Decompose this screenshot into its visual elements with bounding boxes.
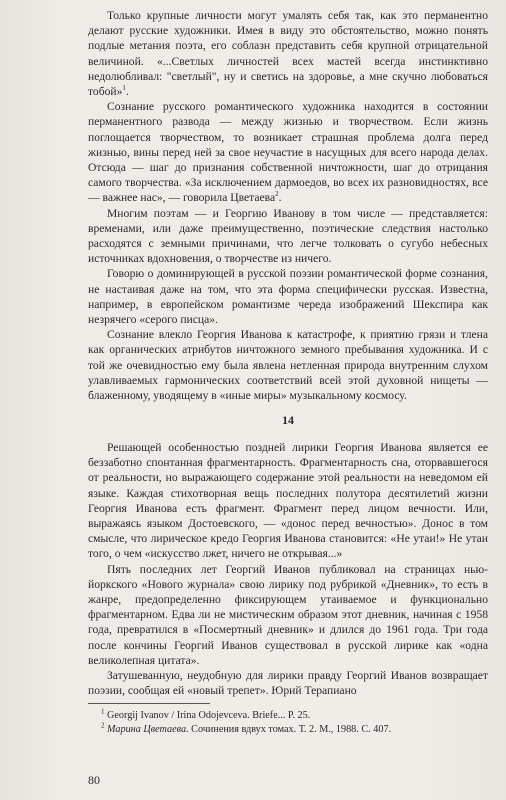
paragraph: Только крупные личности могут умалять себя так, как это перманентно делают русские художники. Имея в виду это обстоятельство, можно понять подлые метания поэта, его соблазн представить себя крупной отрицательной величиной. «...Светлых личностей всех мастей всегда инстинктивно недолюбливал: "светлый", ну и светись на здоровье, а мне скучно любоваться тобой»$^1$. [88,9,488,99]
footnote-item [88,709,488,723]
footnote-reference: 1 [122,84,126,93]
main-text-top [88,8,488,403]
footnote-divider [88,703,210,704]
paragraph: Сознание русского романтического художника находится в состоянии перманентного развода — между жизнью и творчеством. Если жизнь поглощается творчеством, то возникает страшная проблема долга перед жизнью, вины перед ней за свое неучастие в насущных для всего народа делах. Отсюда — шаг до признания собственной ничтожности, шаг до отрицания самого творчества. «За исключением дармоедов, во всех их разновидностях, все — важнее нас», — говорила Цветаева$^2$. [88,100,488,205]
paragraph-text: Сознание русского романтического художника находится в состоянии перманентного развода — между жизнью и творчеством. Если жизнь поглощается творчеством, то возникает страшная проблема долга перед жизнью, вины перед ней за свое неучастие в насущных для всего народа делах. Отсюда — шаг до признания собственной ничтожности, шаг до отрицания самого творчества. «За исключением дармоедов, во всех их разновидностях, все — важнее нас», — говорила Цветаева [88,100,488,205]
paragraph: Сознание влекло Георгия Иванова к катастрофе, к приятию грязи и тлена как органических атрибутов ничтожного земного пребывания художника. И с той же очевидностью ему была явлена нетленная природа внутренним слухом улавливаемых гармонических соответствий всей этой духовной нищеты — блаженному, уводящему в «иные миры» музыкальному космосу. [88,328,488,403]
paragraph: Многим поэтам — и Георгию Иванову в том числе — представляется: временами, или даже преимущественно, поэтические следствия настолько расходятся с земными причинами, что легче толковать о сугубо небесных источниках вдохновения, о творчестве из ничего. [88,206,488,266]
page-number: 80 [88,773,100,787]
paragraph: Решающей особенностью поздней лирики Георгия Иванова является ее беззаботно спонтанная фрагментарность. Фрагментарность сна, оторвавшегося от реальности, но выражающего содержание этой реальности на неведомом ей языке. Каждая стихотворная вещь последних полутора десятилетий жизни Георгия Иванова есть фрагмент. Фрагмент перед лицом вечности. Или, выражаясь языком Достоевского, — «донос перед вечностью». Донос в том смысле, что лирическое кредо Георгия Иванова становится: «Не утаи!» Не утаи того, о чем «искусство лжет, ничего не открывая...» [88,441,488,561]
section-number: 14 [282,413,294,427]
footnote-reference: 2 [275,190,279,199]
footnote-item [88,723,488,737]
footnote-mark: 2 [101,721,105,730]
paragraph-text: Только крупные личности могут умалять себя так, как это перманентно делают русские художники. Имея в виду это обстоятельство, можно понять подлые метания поэта, его соблазн представить себя крупной отрицательной величиной. «...Светлых личностей всех мастей всегда инстинктивно недолюбливал: "светлый", ну и светись на здоровье, а мне скучно любоваться тобой» [88,9,488,99]
paragraph: Затушеванную, неудобную для лирики правду Георгий Иванов возвращает поэзии, сообщая ей «новый трепет». Юрий Терапиано [88,669,488,698]
paragraph: Говорю о доминирующей в русской поэзии романтической форме сознания, не настаивая даже на том, что эта форма специфически русская. Известна, например, в европейском романтизме череда изображений Шекспира как незрячего «серого писца». [88,267,488,327]
paragraph: Пять последних лет Георгий Иванов публиковал на страницах нью-йоркского «Нового журнала» свою лирику под рубрикой «Дневник», то есть в жанре, предопределенно фиксирующем утаиваемое и функционально фрагментарном. Едва ли не мистическим образом этот дневник, начиная с 1958 года, превратился в «Посмертный дневник» и длился до 1961 года. Три года после кончины Георгий Иванов существовал в русской лирике как «одна великолепная цитата». [88,562,488,667]
footnote-mark: 1 [101,707,105,716]
footnote-text: Сочинения вдвух томах. Т. 2. М., 1988. С. 407. [188,723,392,735]
footnote-author: Марина Цветаева. [107,723,189,735]
main-text-bottom [88,440,488,698]
footnotes [88,709,488,736]
footnote-text: Georgij Ivanov / Irina Odojevceva. Briefe... P. 25. [107,710,311,721]
